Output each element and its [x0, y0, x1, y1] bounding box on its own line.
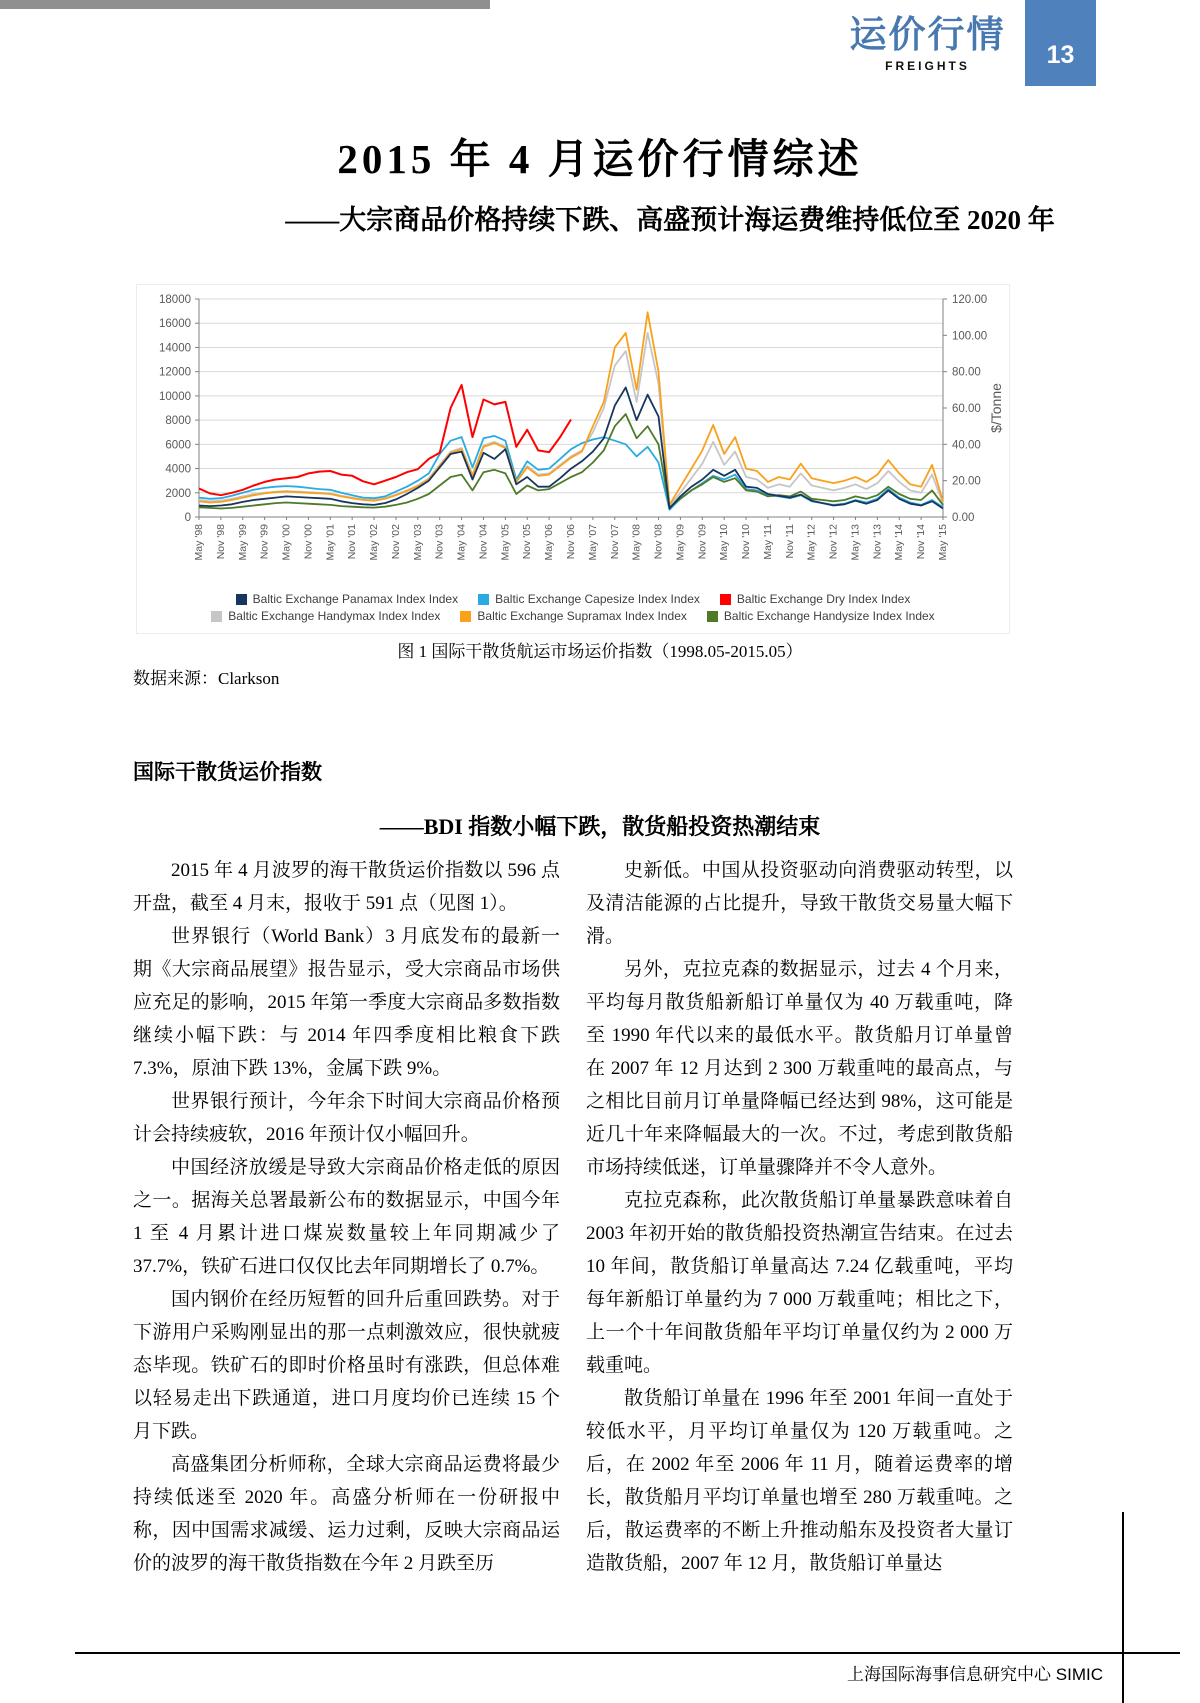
section-heading: 国际干散货运价指数	[133, 761, 322, 784]
masthead-title-cn: 运价行情	[849, 14, 1006, 55]
figure-source: 数据来源：Clarkson	[133, 669, 280, 688]
footer-horizontal-rule	[75, 1652, 1180, 1654]
svg-text:May '03: May '03	[411, 524, 424, 561]
legend-item	[478, 592, 700, 606]
svg-text:May '15: May '15	[937, 524, 949, 561]
svg-text:8000: 8000	[165, 415, 191, 428]
svg-text:May '09: May '09	[674, 524, 687, 561]
page-number-badge	[1025, 0, 1096, 86]
header-divider-bar	[0, 0, 490, 9]
body-paragraph: 史新低。中国从投资驱动向消费驱动转型，以及清洁能源的占比提升，导致干散货交易量大幅下滑。	[586, 860, 1013, 947]
svg-text:14000: 14000	[159, 342, 191, 355]
svg-text:May '11: May '11	[761, 524, 774, 560]
svg-text:Nov '08: Nov '08	[652, 524, 665, 560]
figure-caption: 图 1 国际干散货航运市场运价指数（1998.05-2015.05）	[397, 642, 803, 661]
body-paragraph: 世界银行（World Bank）3 月底发布的最新一期《大宗商品展望》报告显示，受大宗商品市场供应充足的影响，2015 年第一季度大宗商品多数指数继续小幅下跌：与 2014 年四季度相比粮食下跌 7.3%，原油下跌 13%，金属下跌 9%。	[133, 926, 560, 1079]
svg-text:0.00: 0.00	[952, 512, 975, 524]
svg-text:18000: 18000	[159, 294, 191, 306]
legend-label: Baltic Exchange Capesize Index Index	[495, 592, 700, 606]
svg-text:Nov '99: Nov '99	[258, 524, 271, 560]
svg-text:May '00: May '00	[280, 524, 293, 561]
svg-text:May '06: May '06	[543, 524, 556, 561]
legend-row-1	[236, 592, 911, 606]
svg-text:100.00: 100.00	[952, 330, 988, 343]
svg-text:Nov '14: Nov '14	[915, 524, 928, 560]
legend-swatch-icon	[236, 594, 247, 605]
legend-label: Baltic Exchange Dry Index Index	[736, 592, 911, 606]
svg-text:May '04: May '04	[455, 524, 468, 561]
section-subheading: ——BDI 指数小幅下跌，散货船投资热潮结束	[379, 814, 821, 839]
legend-label: Baltic Exchange Handysize Index Index	[723, 609, 935, 623]
legend-swatch-icon	[707, 611, 718, 622]
svg-text:Nov '05: Nov '05	[521, 524, 534, 560]
masthead-title-en: FREIGHTS	[885, 59, 970, 73]
body-paragraph: 另外，克拉克森的数据显示，过去 4 个月来，平均每月散货船新船订单量仅为 40 万载重吨，降至 1990 年代以来的最低水平。散货船月订单量曾在 2007 年 12 月达到 2 300 万载重吨的最高点，与之相比目前月订单量降幅已经达到 98%，这可能是近几十年来降幅最大的一次。不过，考虑到散货船市场持续低迷，订单量骤降并不令人意外。	[586, 959, 1013, 1178]
legend-item	[707, 609, 935, 623]
svg-text:40.00: 40.00	[952, 439, 981, 452]
svg-text:May '02: May '02	[368, 524, 381, 561]
svg-text:6000: 6000	[165, 439, 191, 452]
svg-text:May '05: May '05	[499, 524, 512, 561]
svg-text:May '99: May '99	[236, 524, 249, 561]
article-title: 2015 年 4 月运价行情综述	[337, 136, 863, 182]
body-paragraph: 2015 年 4 月波罗的海干散货运价指数以 596 点开盘，截至 4 月末，报收于 591 点（见图 1）。	[133, 860, 560, 914]
legend-swatch-icon	[460, 611, 471, 622]
svg-text:4000: 4000	[165, 463, 191, 476]
svg-text:May '01: May '01	[324, 524, 337, 561]
svg-text:Nov '11: Nov '11	[783, 524, 796, 559]
body-paragraph: 国内钢价在经历短暂的回升后重回跌势。对于下游用户采购刚显出的那一点刺激效应，很快就疲态毕现。铁矿石的即时价格虽时有涨跌，但总体难以轻易走出下跌通道，进口月度均价已连续 15 个月下跌。	[133, 1289, 560, 1442]
svg-text:10000: 10000	[159, 390, 191, 403]
svg-text:Nov '98: Nov '98	[214, 524, 227, 560]
article-subtitle: ——大宗商品价格持续下跌、高盛预计海运费维持低位至 2020 年	[285, 205, 1055, 235]
svg-text:Nov '07: Nov '07	[608, 524, 621, 560]
legend-item	[211, 609, 440, 623]
svg-text:Nov '12: Nov '12	[827, 524, 840, 560]
legend-item	[236, 592, 458, 606]
svg-text:May '08: May '08	[630, 524, 643, 561]
svg-text:May '98: May '98	[193, 524, 205, 561]
svg-text:Nov '02: Nov '02	[389, 524, 402, 560]
svg-text:$/Tonne: $/Tonne	[988, 383, 1004, 433]
svg-text:May '14: May '14	[893, 524, 906, 561]
svg-text:Nov '06: Nov '06	[565, 524, 577, 560]
svg-text:Nov '00: Nov '00	[302, 524, 315, 560]
legend-swatch-icon	[478, 594, 489, 605]
svg-text:Nov '03: Nov '03	[433, 524, 446, 560]
legend-swatch-icon	[720, 594, 731, 605]
svg-text:0: 0	[184, 512, 191, 524]
body-column-right	[586, 854, 1013, 1580]
page-number: 13	[1046, 41, 1075, 69]
body-paragraph: 克拉克森称，此次散货船订单量暴跌意味着自 2003 年初开始的散货船投资热潮宣告结束。在过去 10 年间，散货船订单量高达 7.24 亿载重吨，平均每年新船订单量约为 7 000 万载重吨；相比之下，上一个十年间散货船年平均订单量仅约为 2 000 万载重吨。	[586, 1190, 1013, 1376]
masthead	[845, 14, 1010, 73]
body-columns	[133, 854, 1013, 1580]
body-paragraph: 散货船订单量在 1996 年至 2001 年间一直处于较低水平，月平均订单量仅为 120 万载重吨。之后，在 2002 年至 2006 年 11 月，随着运费率的增长，散货船月平均订单量也增至 280 万载重吨。之后，散运费率的不断上升推动船东及投资者大量订造散货船，2007 年 12 月，散货船订单量达	[586, 1388, 1013, 1574]
svg-text:Nov '04: Nov '04	[477, 524, 490, 560]
body-paragraph: 中国经济放缓是导致大宗商品价格走低的原因之一。据海关总署最新公布的数据显示，中国今年 1 至 4 月累计进口煤炭数量较上年同期减少了 37.7%，铁矿石进口仅仅比去年同期增长了 0.7%。	[133, 1157, 560, 1277]
svg-text:Nov '09: Nov '09	[696, 524, 709, 560]
freight-index-chart	[137, 285, 1009, 585]
footer-text: 上海国际海事信息研究中心 SIMIC	[847, 1665, 1103, 1684]
svg-text:Nov '10: Nov '10	[740, 524, 753, 560]
svg-text:12000: 12000	[159, 366, 191, 379]
body-paragraph: 世界银行预计，今年余下时间大宗商品价格预计会持续疲软，2016 年预计仅小幅回升。	[133, 1091, 560, 1145]
svg-text:May '10: May '10	[718, 524, 731, 561]
svg-text:20.00: 20.00	[952, 475, 981, 488]
legend-swatch-icon	[211, 611, 222, 622]
legend-item	[460, 609, 686, 623]
chart-legend	[137, 592, 1009, 623]
svg-text:May '13: May '13	[849, 524, 862, 561]
svg-text:Nov '01: Nov '01	[346, 524, 359, 560]
svg-text:16000: 16000	[159, 318, 191, 331]
svg-text:May '07: May '07	[586, 524, 599, 561]
svg-text:120.00: 120.00	[952, 294, 988, 306]
body-column-left	[133, 854, 560, 1580]
legend-label: Baltic Exchange Handymax Index Index	[228, 609, 441, 623]
figure-1	[136, 284, 1010, 634]
legend-row-2	[211, 609, 934, 623]
svg-text:Nov '13: Nov '13	[871, 524, 884, 560]
legend-label: Baltic Exchange Supramax Index Index	[477, 609, 687, 623]
body-paragraph: 高盛集团分析师称，全球大宗商品运费将最少持续低迷至 2020 年。高盛分析师在一份研报中称，因中国需求减缓、运力过剩，反映大宗商品运价的波罗的海干散货指数在今年 2 月跌至历	[133, 1454, 560, 1574]
svg-text:60.00: 60.00	[952, 403, 981, 415]
svg-text:80.00: 80.00	[952, 366, 981, 379]
svg-text:2000: 2000	[165, 487, 191, 500]
legend-item	[720, 592, 910, 606]
svg-text:May '12: May '12	[805, 524, 818, 561]
footer-vertical-rule	[1122, 1512, 1124, 1703]
legend-label: Baltic Exchange Panamax Index Index	[252, 592, 459, 606]
